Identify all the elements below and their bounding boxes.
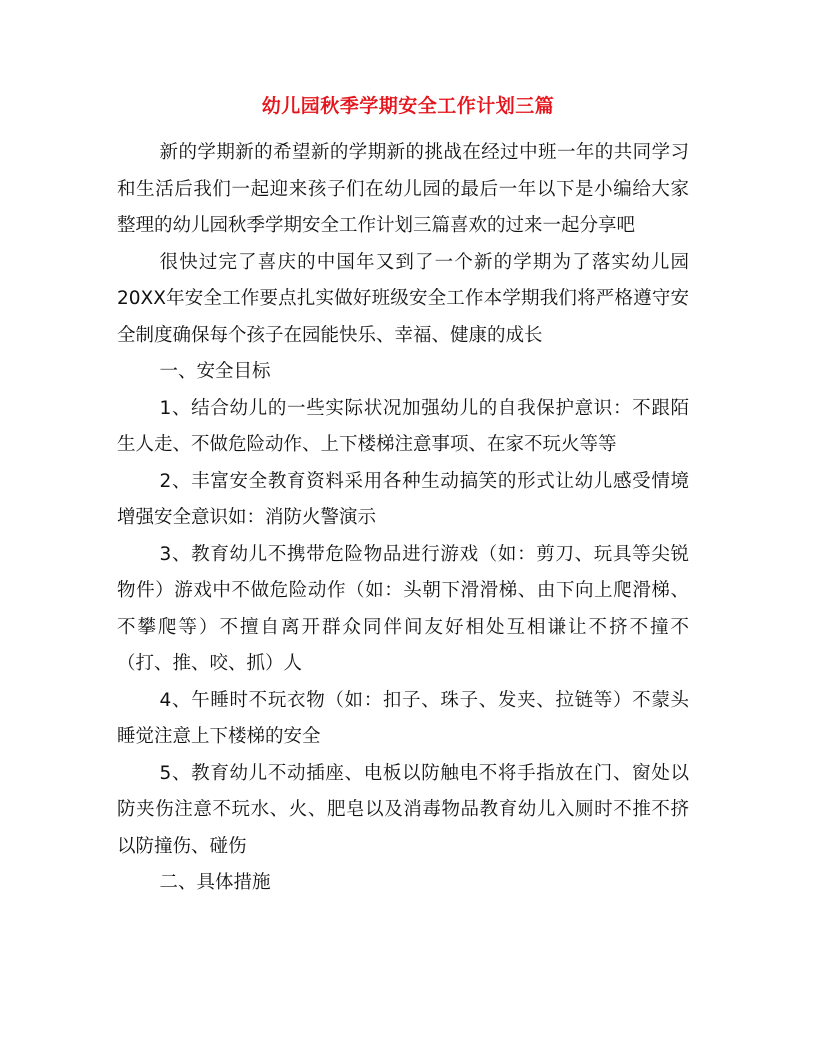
document-body [117, 135, 689, 902]
background-paragraph: 很快过完了喜庆的中国年又到了一个新的学期为了落实幼儿园20XX年安全工作要点扎实做好班级安全工作本学期我们将严格遵守安全制度确保每个孩子在园能快乐、幸福、健康的成长 [117, 251, 689, 346]
goal-item-1: 1、结合幼儿的一些实际状况加强幼儿的自我保护意识：不跟陌生人走、不做危险动作、上下楼梯注意事项、在家不玩火等等 [117, 397, 689, 455]
goal-item-2: 2、丰富安全教育资料采用各种生动搞笑的形式让幼儿感受情境增强安全意识如：消防火警演示 [117, 470, 689, 528]
goal-item-4: 4、午睡时不玩衣物（如：扣子、珠子、发夹、拉链等）不蒙头睡觉注意上下楼梯的安全 [117, 689, 689, 747]
section-heading-safety-goals: 一、安全目标 [159, 361, 271, 382]
goal-item-5: 5、教育幼儿不动插座、电板以防触电不将手指放在门、窗处以防夹伤注意不玩水、火、肥皂以及消毒物品教育幼儿入厕时不推不挤以防撞伤、碰伤 [117, 762, 689, 857]
goal-item-3: 3、教育幼儿不携带危险物品进行游戏（如：剪刀、玩具等尖锐物件）游戏中不做危险动作（如：头朝下滑滑梯、由下向上爬滑梯、不攀爬等）不擅自离开群众同伴间友好相处互相谦让不挤不撞不（打、推、咬、抓）人 [117, 543, 689, 674]
intro-paragraph: 新的学期新的希望新的学期新的挑战在经过中班一年的共同学习和生活后我们一起迎来孩子们在幼儿园的最后一年以下是小编给大家整理的幼儿园秋季学期安全工作计划三篇喜欢的过来一起分享吧 [117, 142, 689, 236]
section-heading-measures: 二、具体措施 [159, 872, 271, 893]
document-title: 幼儿园秋季学期安全工作计划三篇 [261, 95, 555, 117]
